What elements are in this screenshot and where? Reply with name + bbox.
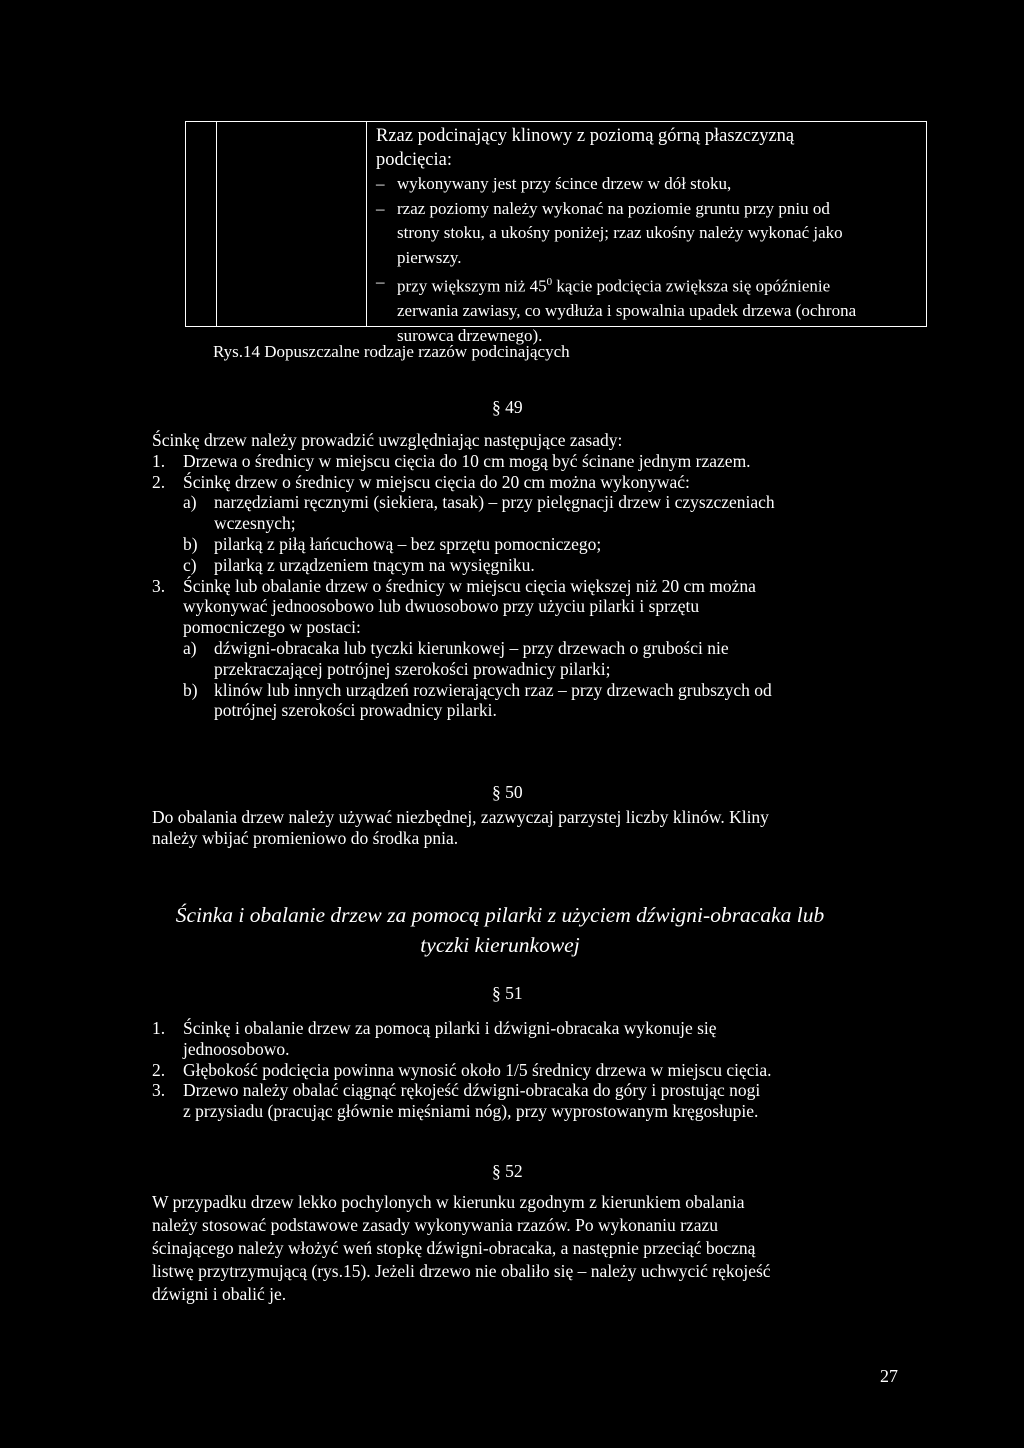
table-bullet xyxy=(376,270,920,348)
list-item xyxy=(152,1018,912,1060)
table-bullet-line: pierwszy. xyxy=(397,247,462,267)
section-number: § 52 xyxy=(492,1161,523,1181)
sub-item-line: narzędziami ręcznymi (siekiera, tasak) – przy pielęgnacji drzew i czyszczeniach xyxy=(214,492,775,513)
sub-item-line: dźwigni-obracaka lub tyczki kierunkowej – przy drzewach o grubości nie xyxy=(214,637,729,658)
list-number: 2. xyxy=(152,1059,166,1080)
sub-item-line: wczesnych; xyxy=(214,513,296,534)
heading-line: Ścinka i obalanie drzew za pomocą pilarki z użyciem dźwigni-obracaka lub xyxy=(175,903,825,927)
paragraph-line: W przypadku drzew lekko pochylonych w kierunku zgodnym z kierunkiem obalania xyxy=(152,1192,745,1212)
list-item-line: Głębokość podcięcia powinna wynosić około 1/5 średnicy drzewa w miejscu cięcia. xyxy=(183,1059,772,1080)
list-number: 3. xyxy=(152,1080,166,1101)
table-heading-line: Rzaz podcinający klinowy z poziomą górną płaszczyzną xyxy=(376,126,795,146)
list-item xyxy=(152,1060,912,1081)
sub-item-letter: a) xyxy=(183,637,197,658)
paragraph-line: Do obalania drzew należy używać niezbędnej, zazwyczaj parzystej liczby klinów. Kliny xyxy=(152,807,769,827)
table-bullet-line: zerwania zawiasy, co wydłuża i spowalnia upadek drzewa (ochrona xyxy=(397,301,857,321)
list-number: 1. xyxy=(152,450,166,471)
table-bullet-line: surowca drzewnego). xyxy=(397,325,543,345)
section-number: § 50 xyxy=(492,782,523,802)
paragraph-line: należy wbijać promieniowo do środka pnia. xyxy=(152,827,459,848)
table-bullet xyxy=(376,172,920,197)
section-number: § 49 xyxy=(492,397,523,417)
list-item xyxy=(152,576,912,638)
text-run: przy większym niż 45 xyxy=(397,276,547,296)
sub-item-line: pilarką z piłą łańcuchową – bez sprzętu pomocniczego; xyxy=(214,533,602,554)
table-cell-text xyxy=(376,124,920,348)
section-51-body xyxy=(152,1018,912,1122)
sub-item-letter: a) xyxy=(183,492,197,513)
list-item-line: pomocniczego w postaci: xyxy=(183,617,361,638)
sub-item-line: pilarką z urządzeniem tnącym na wysięgniku. xyxy=(214,554,535,575)
page-number: 27 xyxy=(880,1366,898,1386)
list-item xyxy=(152,1080,912,1122)
sub-item xyxy=(183,555,912,576)
list-item-line: jednoosobowo. xyxy=(183,1038,290,1059)
sub-item-letter: c) xyxy=(183,554,197,575)
list-item xyxy=(152,472,912,493)
sub-item xyxy=(183,638,912,680)
sub-item-letter: b) xyxy=(183,679,198,700)
section-heading xyxy=(130,900,870,960)
table-bullet xyxy=(376,197,920,271)
section-number: § 51 xyxy=(492,983,523,1003)
table-bullet-line: strony stoku, a ukośny poniżej; rzaz ukośny należy wykonać jako xyxy=(397,223,843,242)
paragraph-line: dźwigni i obalić je. xyxy=(152,1284,287,1304)
sub-item xyxy=(183,534,912,555)
table-column-divider xyxy=(366,122,367,326)
superscript: 0 xyxy=(546,276,553,288)
figure-caption: Rys.14 Dopuszczalne rodzaje rzazów podcinających xyxy=(213,342,570,361)
dash-marker: – xyxy=(376,272,385,291)
list-number: 2. xyxy=(152,471,166,492)
dash-marker: – xyxy=(376,174,385,193)
section-49-body xyxy=(152,430,912,721)
sub-item-line: przekraczającej potrójnej szerokości prowadnicy pilarki; xyxy=(214,658,611,679)
text-run: kącie podcięcia zwiększa się opóźnienie xyxy=(552,276,831,296)
table-bullet-line xyxy=(397,270,920,299)
table-bullet-line: rzaz poziomy należy wykonać na poziomie gruntu przy pniu od xyxy=(397,198,830,218)
list-item xyxy=(152,451,912,472)
heading-line: tyczki kierunkowej xyxy=(420,933,580,957)
list-number: 1. xyxy=(152,1018,166,1038)
sub-item xyxy=(183,680,912,722)
sub-item-letter: b) xyxy=(183,533,198,554)
sub-item-line: klinów lub innych urządzeń rozwierających rzaz – przy drzewach grubszych od xyxy=(214,679,772,700)
paragraph-line: Ścinkę drzew należy prowadzić uwzględniając następujące zasady: xyxy=(152,430,623,450)
list-item-line: Drzewo należy obalać ciągnąć rękojeść dźwigni-obracaka do góry i prostując nogi xyxy=(183,1080,761,1101)
sub-item xyxy=(183,492,912,534)
dash-marker: – xyxy=(376,198,385,218)
table-fragment xyxy=(185,121,927,345)
table-column-divider xyxy=(216,122,217,326)
table-bullet-line: wykonywany jest przy ścince drzew w dół stoku, xyxy=(397,174,732,193)
paragraph-line: ścinającego należy włożyć weń stopkę dźwigni-obracaka, a następnie przeciąć boczną xyxy=(152,1238,756,1258)
list-number: 3. xyxy=(152,575,166,596)
list-item-line: Ścinkę lub obalanie drzew o średnicy w miejscu cięcia większej niż 20 cm można xyxy=(183,575,756,596)
section-50-body xyxy=(152,807,912,849)
section-52-body xyxy=(152,1191,912,1306)
sub-item-line: potrójnej szerokości prowadnicy pilarki. xyxy=(214,700,497,721)
list-item-line: Drzewa o średnicy w miejscu cięcia do 10 cm mogą być ścinane jednym rzazem. xyxy=(183,450,751,471)
table-heading-line: podcięcia: xyxy=(376,150,453,170)
list-item-line: z przysiadu (pracując głównie mięśniami nóg), przy wyprostowanym kręgosłupie. xyxy=(183,1101,759,1122)
paragraph-line: listwę przytrzymującą (rys.15). Jeżeli drzewo nie obaliło się – należy uchwycić rękojeść xyxy=(152,1261,771,1281)
list-item-line: wykonywać jednoosobowo lub dwuosobowo przy użyciu pilarki i sprzętu xyxy=(183,596,700,617)
list-item-line: Ścinkę i obalanie drzew za pomocą pilarki i dźwigni-obracaka wykonuje się xyxy=(183,1018,717,1038)
paragraph-line: należy stosować podstawowe zasady wykonywania rzazów. Po wykonaniu rzazu xyxy=(152,1215,718,1235)
list-item-line: Ścinkę drzew o średnicy w miejscu cięcia do 20 cm można wykonywać: xyxy=(183,471,690,492)
